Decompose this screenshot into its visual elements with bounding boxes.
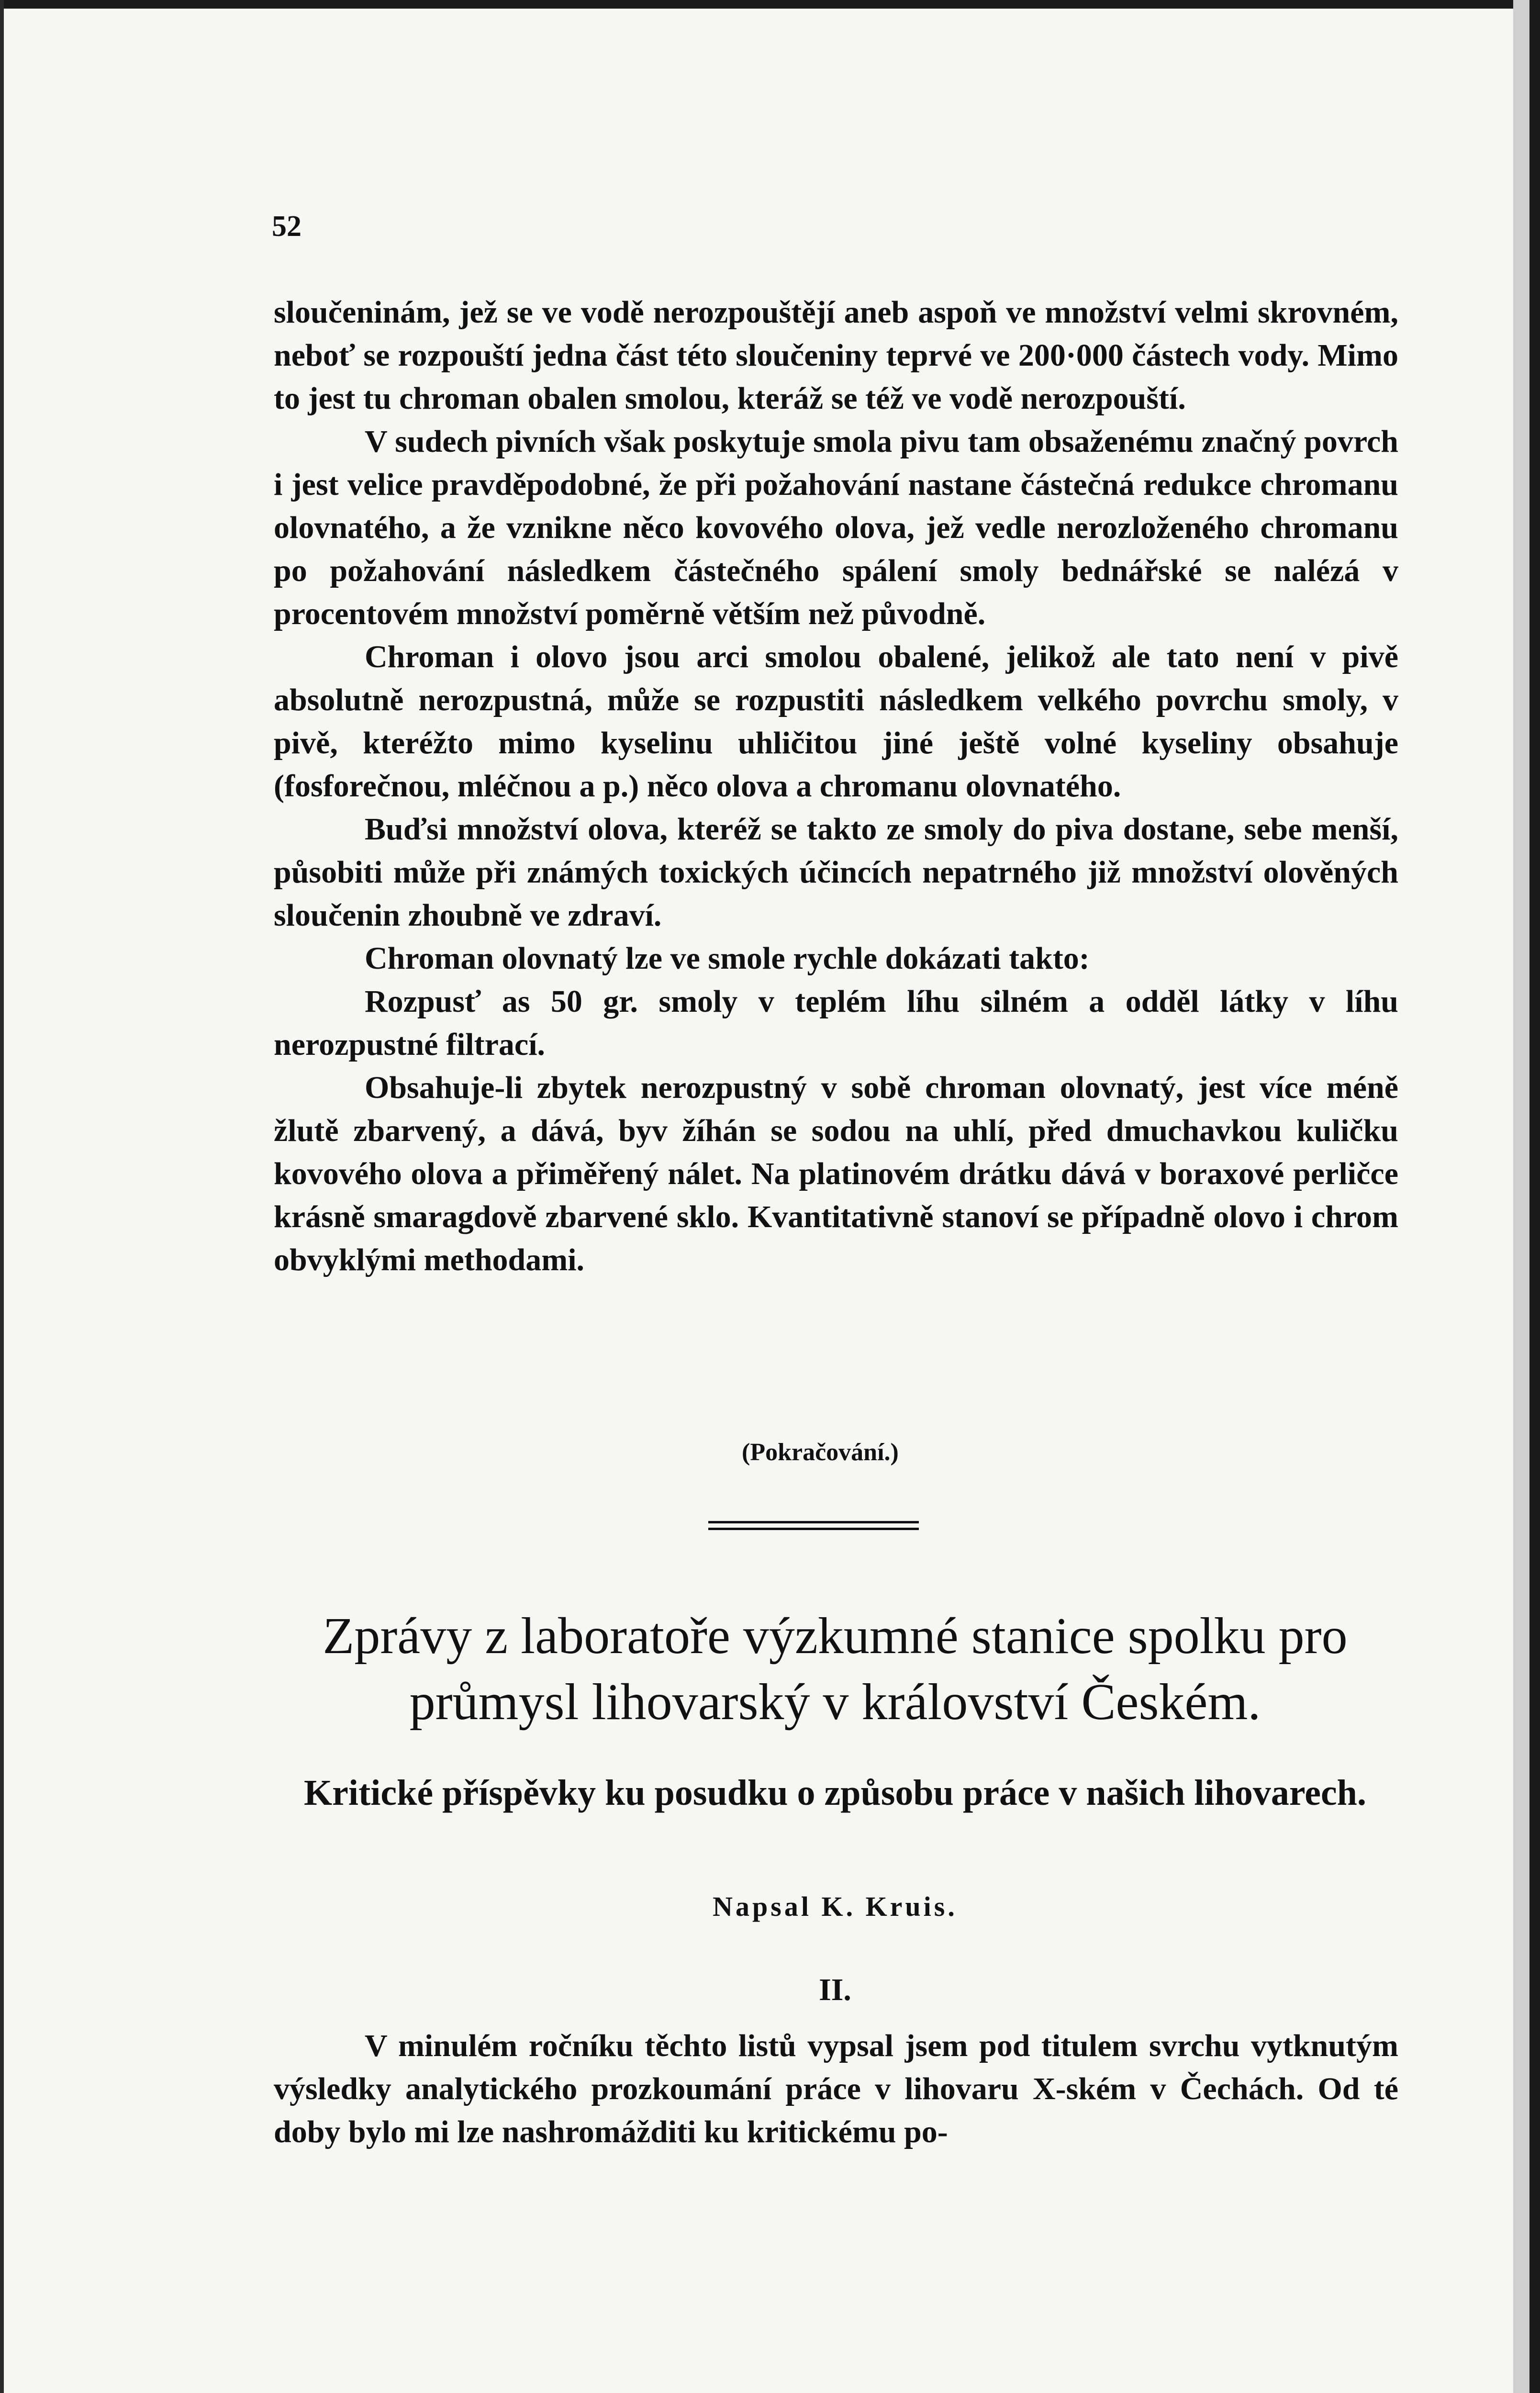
paragraph: Obsahuje-li zbytek nerozpustný v sobě chroman olovnatý, jest více méně žlutě zbarvený, a dává, byv žíhán se sodou na uhlí, před dmuchavkou kuličku kovového olova a přiměřený nálet. Na platinovém drátku dává v boraxové perličce krásně smaragdově zbarvené sklo. Kvantitativně stanoví se případně olovo i chrom obvyklými methodami. (274, 1070, 1398, 1277)
paragraph: V sudech pivních však poskytuje smola pivu tam obsaženému značný povrch i jest velice pravděpodobné, že při požahování nastane částečná redukce chromanu olovnatého, a že vznikne něco kovového olova, jež vedle nerozloženého chromanu po požahování následkem částečného spálení smoly bednářské se nalézá v procentovém množství poměrně větším než původně. (274, 424, 1398, 631)
paragraph: Rozpusť as 50 gr. smoly v teplém líhu silném a odděl látky v líhu nerozpustné filtrací. (274, 984, 1398, 1062)
article-title: Kritické příspěvky ku posudku o způsobu práce v našich lihovarech. (304, 1773, 1366, 1813)
paragraph: V minulém ročníku těchto listů vypsal jsem pod titulem svrchu vytknutým výsledky analytického prozkoumání práce v lihovaru X-ském v Čechách. Od té doby bylo mi lze nashromážditi ku kritickému po- (274, 2028, 1398, 2149)
separator-rule (708, 1528, 919, 1530)
paragraph: Chroman olovnatý lze ve smole rychle dokázati takto: (365, 941, 1090, 976)
body-text-continued (274, 291, 1398, 1282)
paragraph: Chroman i olovo jsou arci smolou obalené, jelikož ale tato není v pivě absolutně nerozpustná, může se rozpustiti následkem velkého povrchu smoly, v pivě, kteréžto mimo kyselinu uhličitou jiné ještě volné kyseliny obsahuje (fosforečnou, mléčnou a p.) něco olova a chromanu olovnatého. (274, 639, 1398, 804)
paragraph: sloučeninám, jež se ve vodě nerozpouštějí aneb aspoň ve množství velmi skrovném, neboť se rozpouští jedna část této sloučeniny teprvé ve 200·000 částech vody. Mimo to jest tu chroman obalen smolou, kteráž se též ve vodě nerozpouští. (274, 295, 1398, 416)
body-text-article (274, 2024, 1398, 2154)
section-title: Zprávy z laboratoře výzkumné stanice spolku pro průmysl lihovarský v království Českém. (323, 1608, 1348, 1731)
scan-edge-left (0, 0, 4, 2393)
continuation-note: (Pokračování.) (742, 1439, 899, 1466)
scan-edge-right-shade (1513, 0, 1529, 2393)
page-number: 52 (272, 210, 301, 243)
paragraph: Buďsi množství olova, kteréž se takto ze smoly do piva dostane, sebe menší, působiti může při známých toxických účincích nepatrného již množství olověných sloučenin zhoubně ve zdraví. (274, 812, 1398, 933)
separator-rule (708, 1521, 919, 1523)
author-line: Napsal K. Kruis. (713, 1891, 958, 1922)
scan-edge-right (1529, 0, 1540, 2393)
part-number: II. (819, 1972, 851, 2007)
scan-edge-top (0, 0, 1540, 9)
